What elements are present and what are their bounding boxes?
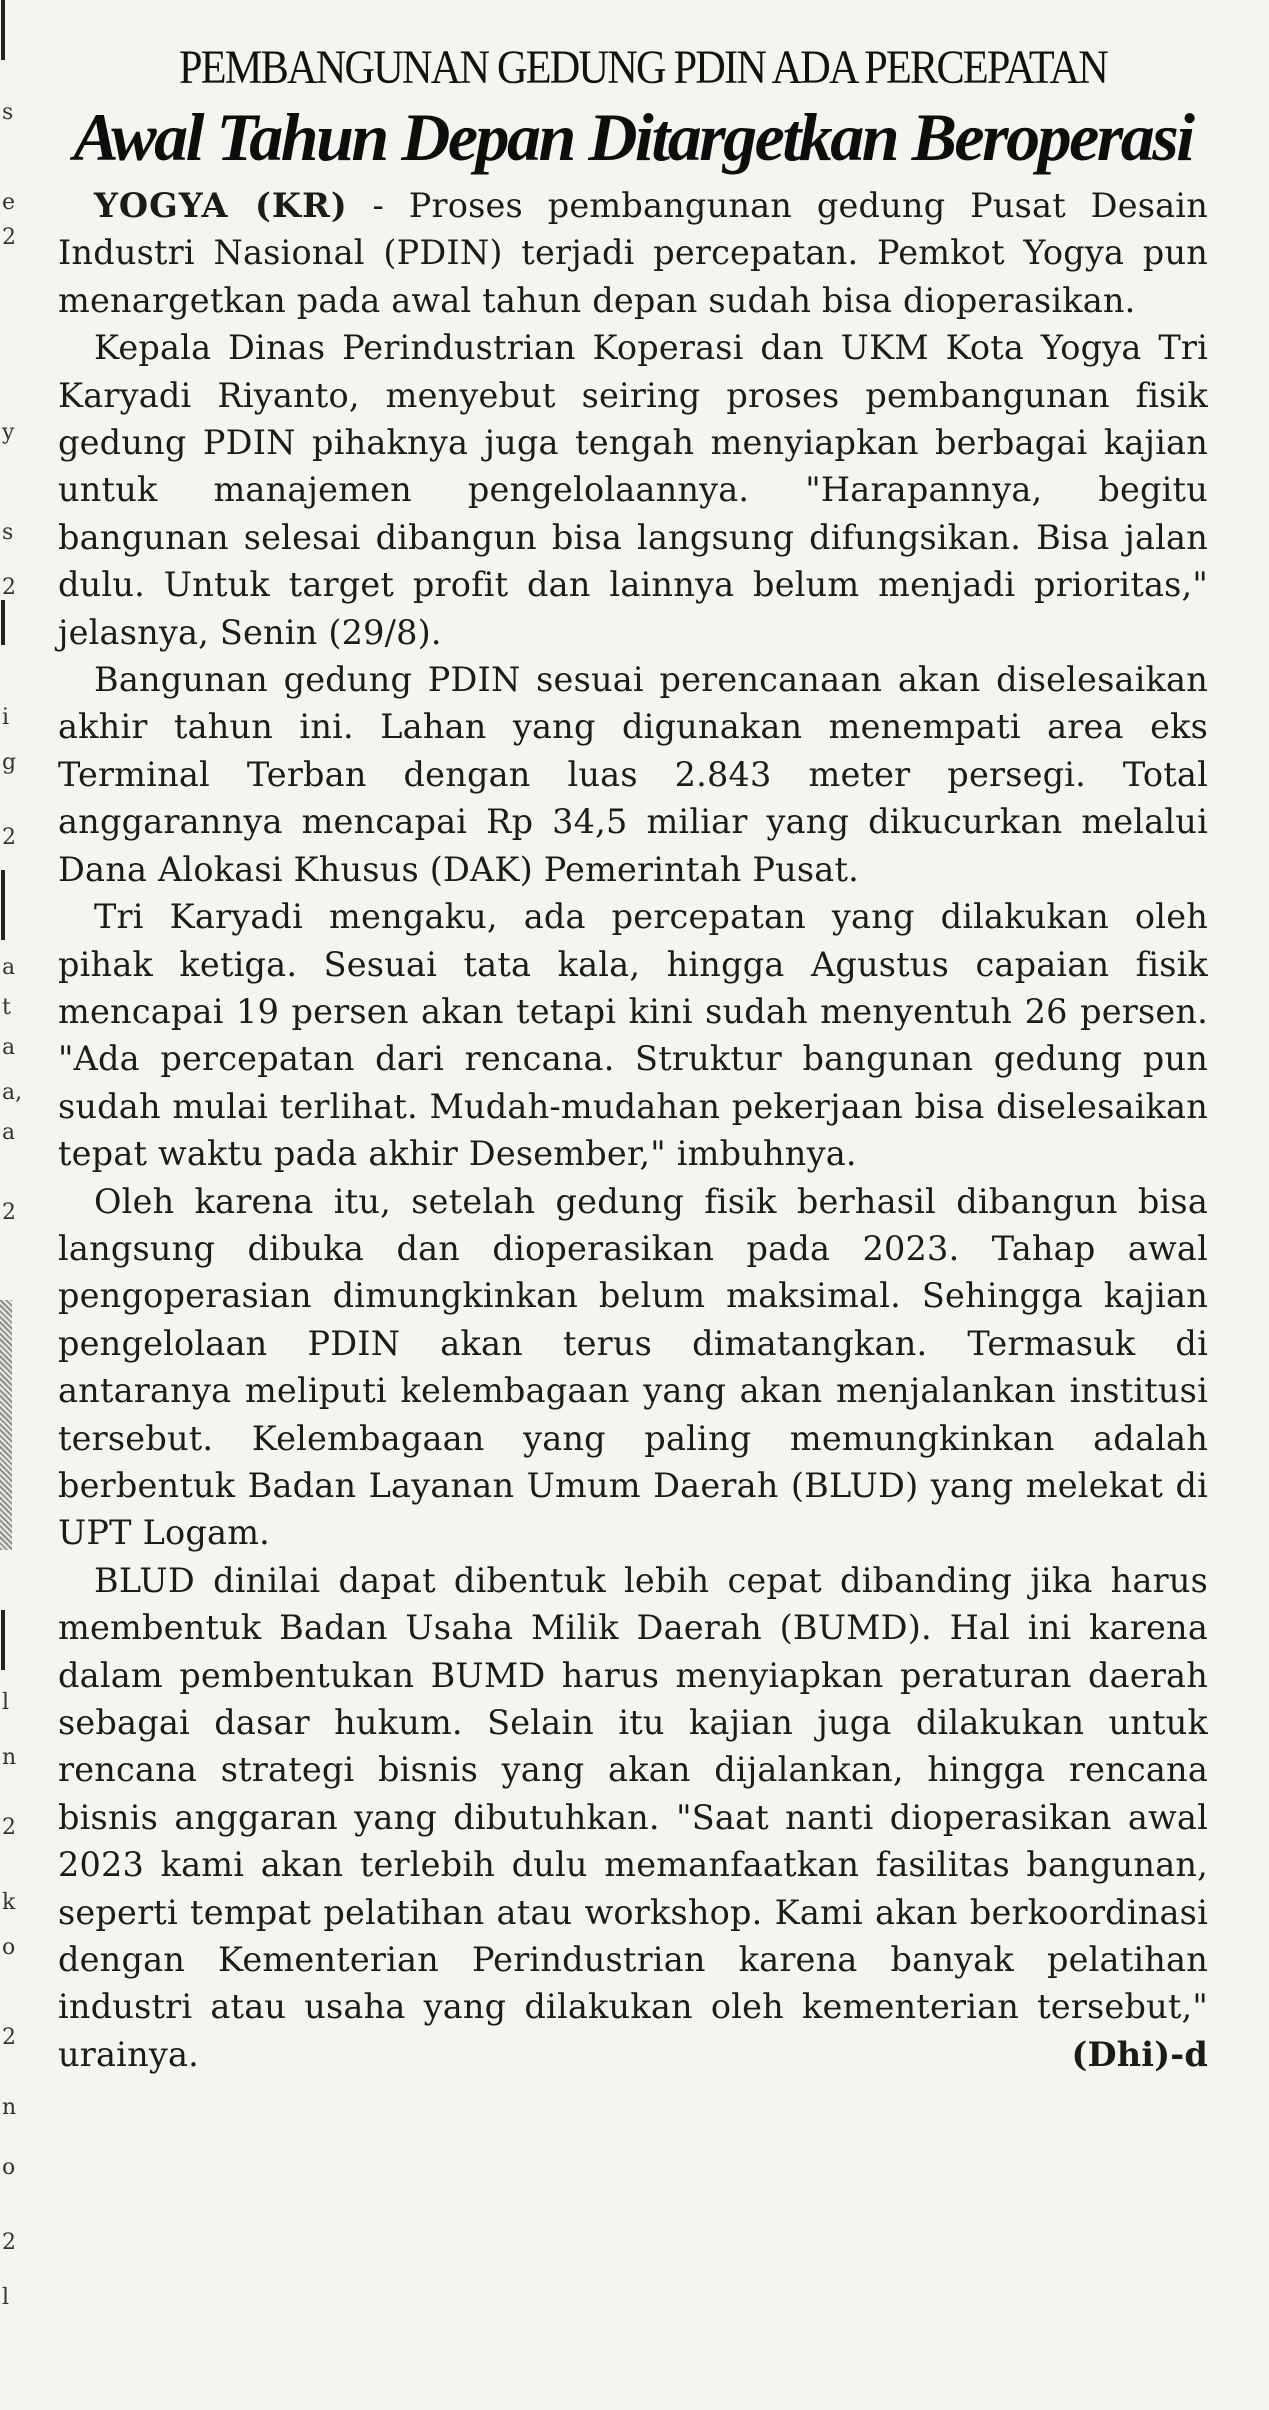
edge-fragment: g — [2, 750, 17, 775]
edge-fragment: s — [2, 100, 14, 125]
rule-mark — [1, 600, 5, 645]
edge-fragment: l — [2, 1690, 10, 1715]
adjacent-column-remnant — [0, 0, 22, 2410]
article-headline: Awal Tahun Depan Ditargetkan Beroperasi — [73, 99, 1193, 175]
paragraph: Tri Karyadi mengaku, ada percepatan yang dilakukan oleh pihak ketiga. Sesuai tata kala, hingga Agustus capaian fisik mencapai 19 persen akan tetapi kini sudah menyentuh 26 persen. "Ada percepatan dari rencana. Struktur bangunan gedung pun sudah mulai terlihat. Mudah-mudahan pekerjaan bisa diselesaikan tepat waktu pada akhir Desember," imbuhnya. — [58, 897, 1208, 1174]
edge-fragment: n — [2, 2095, 17, 2120]
edge-fragment: o — [2, 1935, 16, 1960]
lead-text: - Proses pembangunan gedung Pusat Desain Industri Nasional (PDIN) terjadi percepatan. Pemkot Yogya pun menargetkan pada awal tahun depan sudah bisa dioperasikan. — [58, 186, 1208, 320]
edge-fragment: o — [2, 2155, 16, 2180]
edge-fragment: y — [2, 420, 15, 445]
edge-fragment: n — [2, 1745, 17, 1770]
edge-fragment: 2 — [2, 2230, 16, 2255]
edge-fragment: s — [2, 520, 14, 545]
edge-fragment: a, — [2, 1080, 23, 1105]
rule-mark — [1, 1610, 5, 1670]
news-article — [58, 36, 1208, 2079]
edge-fragment: 2 — [2, 2025, 16, 2050]
edge-fragment: a — [2, 1120, 16, 1145]
dateline: YOGYA (KR) — [94, 186, 348, 225]
rule-mark — [1, 870, 5, 940]
edge-fragment: 2 — [2, 1815, 16, 1840]
edge-fragment: t — [2, 995, 11, 1020]
article-body — [58, 182, 1208, 2079]
paragraph: Bangunan gedung PDIN sesuai perencanaan akan diselesaikan akhir tahun ini. Lahan yang digunakan menempati area eks Terminal Terban dengan luas 2.843 meter persegi. Total anggarannya mencapai Rp 34,5 miliar yang dikucurkan melalui Dana Alokasi Khusus (DAK) Pemerintah Pusat. — [58, 660, 1208, 889]
paragraph: BLUD dinilai dapat dibentuk lebih cepat dibanding jika harus membentuk Badan Usaha Milik Daerah (BUMD). Hal ini karena dalam pembentukan BUMD harus menyiapkan peraturan daerah sebagai dasar hukum. Selain itu kajian juga dilakukan untuk rencana strategi bisnis yang akan dijalankan, hingga rencana bisnis anggaran yang dibutuhkan. "Saat nanti dioperasikan awal 2023 kami akan terlebih dulu memanfaatkan fasilitas bangunan, seperti tempat pelatihan atau workshop. Kami akan berkoordinasi dengan Kementerian Perindustrian karena banyak pelatihan industri atau usaha yang dilakukan oleh kementerian tersebut," urainya. — [58, 1560, 1208, 2074]
edge-fragment: 2 — [2, 825, 16, 850]
edge-fragment: a — [2, 955, 16, 980]
edge-fragment: 2 — [2, 225, 16, 250]
edge-fragment: k — [2, 1890, 16, 1915]
edge-fragment: e — [2, 190, 16, 215]
halftone-strip — [0, 1300, 12, 1550]
paragraph: Oleh karena itu, setelah gedung fisik berhasil dibangun bisa langsung dibuka dan dioperasikan pada 2023. Tahap awal pengoperasian dimungkinkan belum maksimal. Sehingga kajian pengelolaan PDIN akan terus dimatangkan. Termasuk di antaranya meliputi kelembagaan yang akan menjalankan institusi tersebut. Kelembagaan yang paling memungkinkan adalah berbentuk Badan Layanan Umum Daerah (BLUD) yang melekat di UPT Logam. — [58, 1181, 1208, 1553]
edge-fragment: 2 — [2, 575, 16, 600]
edge-fragment: i — [2, 705, 10, 730]
edge-fragment: l — [2, 2285, 10, 2310]
byline: (Dhi)-d — [1071, 2035, 1208, 2075]
edge-fragment: a — [2, 1035, 16, 1060]
paragraph: Kepala Dinas Perindustrian Koperasi dan UKM Kota Yogya Tri Karyadi Riyanto, menyebut seiring proses pembangunan fisik gedung PDIN pihaknya juga tengah menyiapkan berbagai kajian untuk manajemen pengelolaannya. "Harapannya, begitu bangunan selesai dibangun bisa langsung difungsikan. Bisa jalan dulu. Untuk target profit dan lainnya belum menjadi prioritas," jelasnya, Senin (29/8). — [58, 328, 1208, 652]
article-kicker: PEMBANGUNAN GEDUNG PDIN ADA PERCEPATAN — [179, 41, 1107, 94]
rule-mark — [1, 0, 5, 60]
edge-fragment: 2 — [2, 1200, 16, 1225]
paragraph-lead — [58, 182, 1208, 324]
